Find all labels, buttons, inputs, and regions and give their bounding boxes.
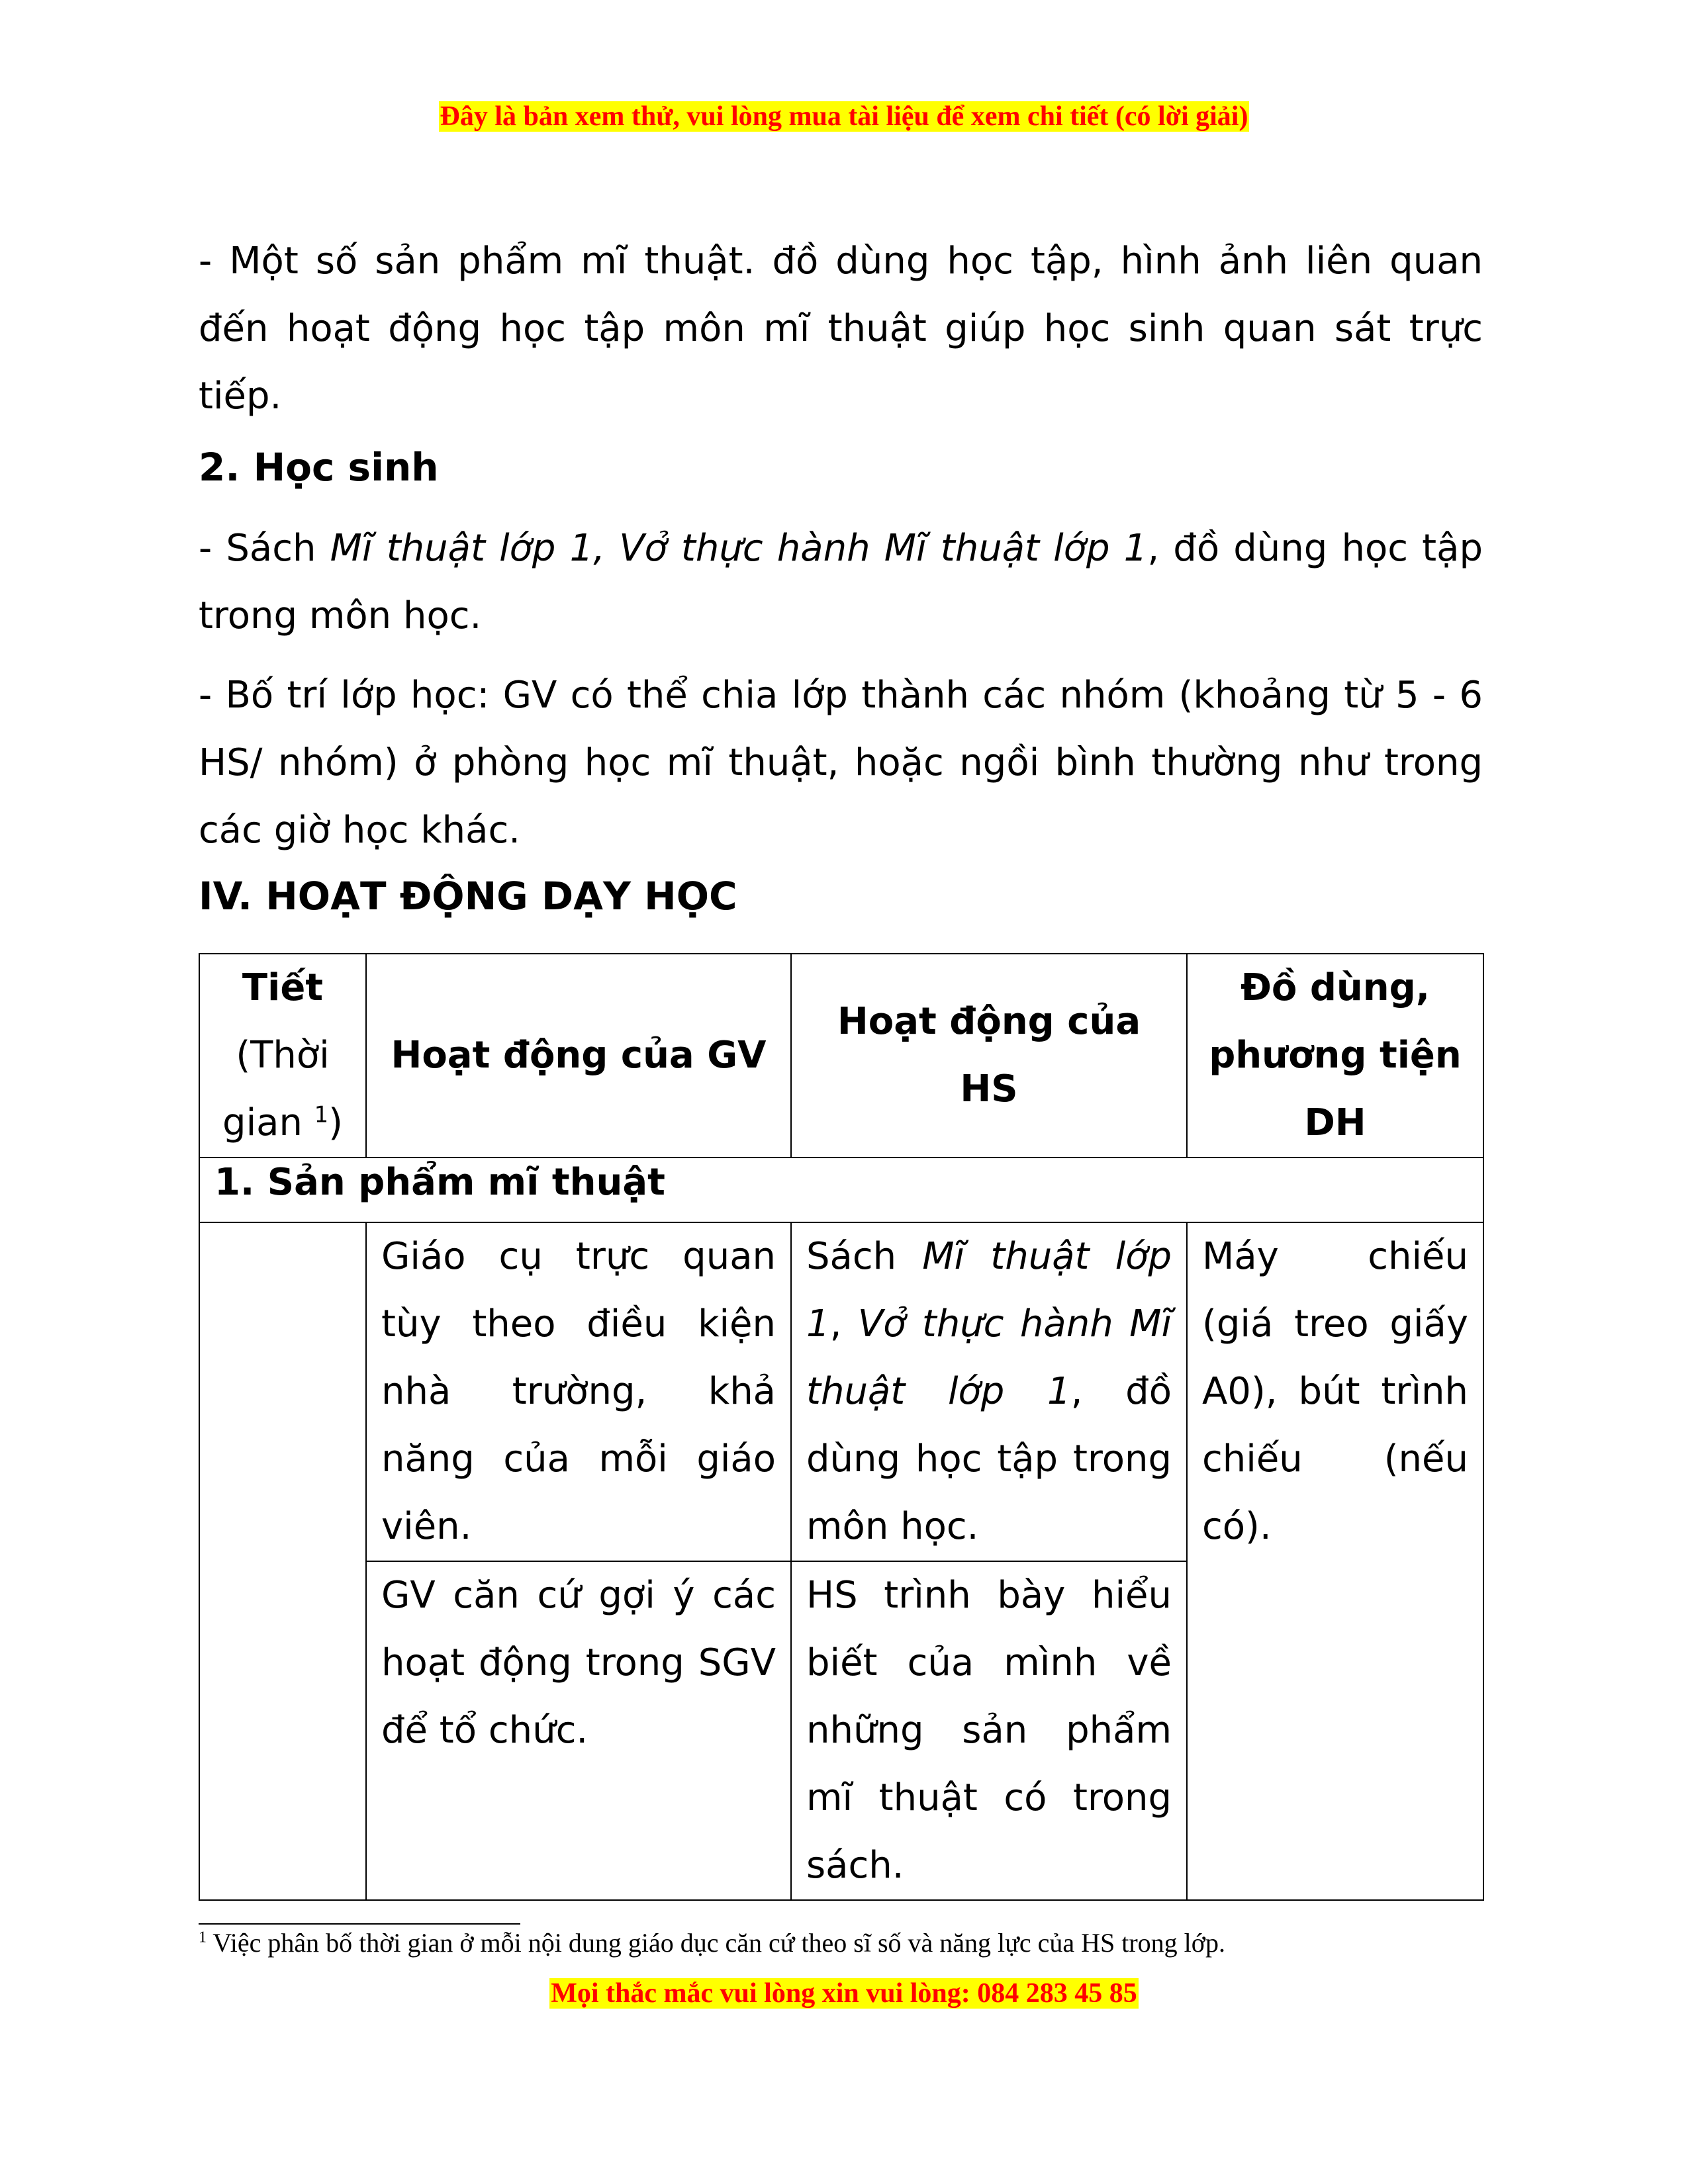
- header-student-activity: Hoạt động của HS: [791, 954, 1187, 1158]
- teacher-activity-cell: Giáo cụ trực quan tùy theo điều kiện nhà trường, khả năng của mỗi giáo viên.: [366, 1222, 791, 1561]
- hs-book-title-1: Mĩ thuật lớp 1: [806, 1235, 1172, 1345]
- header-period-time: (Thời gian: [222, 1034, 330, 1144]
- footnote: [199, 1927, 1225, 1958]
- hs-suffix: , đồ dùng học tập trong môn học.: [806, 1370, 1172, 1548]
- header-period-sub: [222, 1034, 343, 1144]
- tools-cell: Máy chiếu (giá treo giấy A0), bút trình chiếu (nếu có).: [1187, 1222, 1483, 1900]
- footnote-ref: 1: [314, 1101, 329, 1128]
- preview-banner-text: Đây là bản xem thử, vui lòng mua tài liệu để xem chi tiết (có lời giải): [440, 101, 1248, 132]
- preview-banner: [0, 101, 1688, 132]
- header-teaching-tools: Đồ dùng, phương tiện DH: [1187, 954, 1483, 1158]
- hs-prefix: Sách: [806, 1235, 923, 1278]
- table-section-row: [199, 1158, 1483, 1222]
- footnote-text: Việc phân bố thời gian ở mỗi nội dung giáo dục căn cứ theo sĩ số và năng lực của HS trong lớp.: [207, 1928, 1225, 1958]
- classroom-arrangement-paragraph: - Bố trí lớp học: GV có thể chia lớp thành các nhóm (khoảng từ 5 - 6 HS/ nhóm) ở phòng học mĩ thuật, hoặc ngồi bình thường như trong các giờ học khác.: [199, 674, 1483, 852]
- student-books-titles: Mĩ thuật lớp 1, Vở thực hành Mĩ thuật lớp 1: [330, 527, 1148, 570]
- teacher-materials-paragraph: - Một số sản phẩm mĩ thuật. đồ dùng học tập, hình ảnh liên quan đến hoạt động học tập môn mĩ thuật giúp học sinh quan sát trực tiếp.: [199, 240, 1483, 418]
- header-period-close: ): [328, 1101, 343, 1144]
- header-teacher-activity: Hoạt động của GV: [366, 954, 791, 1158]
- header-period-title: Tiết: [242, 966, 324, 1009]
- section-art-products: 1. Sản phẩm mĩ thuật: [199, 1158, 1483, 1222]
- student-books-suffix: , đồ dùng học tập trong môn học.: [199, 527, 1483, 637]
- header-period: [199, 954, 366, 1158]
- hs-book-title-2: Vở thực hành Mĩ thuật lớp 1: [806, 1302, 1172, 1413]
- table-header-row: [199, 954, 1483, 1158]
- student-books-paragraph: [199, 515, 1483, 650]
- student-activity-cell: [791, 1222, 1187, 1561]
- student-books-prefix: - Sách: [199, 527, 330, 570]
- teacher-activity-cell: GV căn cứ gợi ý các hoạt động trong SGV để tổ chức.: [366, 1561, 791, 1900]
- section-heading-activities: IV. HOẠT ĐỘNG DẠY HỌC: [199, 874, 737, 919]
- footnote-divider: [199, 1923, 520, 1925]
- table-row: [199, 1222, 1483, 1561]
- contact-banner: [0, 1978, 1688, 2009]
- contact-banner-text: Mọi thắc mắc vui lòng xin vui lòng: 084 283 45 85: [551, 1978, 1137, 2009]
- footnote-mark: 1: [199, 1929, 207, 1946]
- period-cell: [199, 1222, 366, 1900]
- student-activity-cell: HS trình bày hiểu biết của mình về những sản phẩm mĩ thuật có trong sách.: [791, 1561, 1187, 1900]
- section-heading-students: 2. Học sinh: [199, 445, 439, 490]
- activity-table: [199, 953, 1484, 1901]
- hs-sep: ,: [829, 1302, 858, 1345]
